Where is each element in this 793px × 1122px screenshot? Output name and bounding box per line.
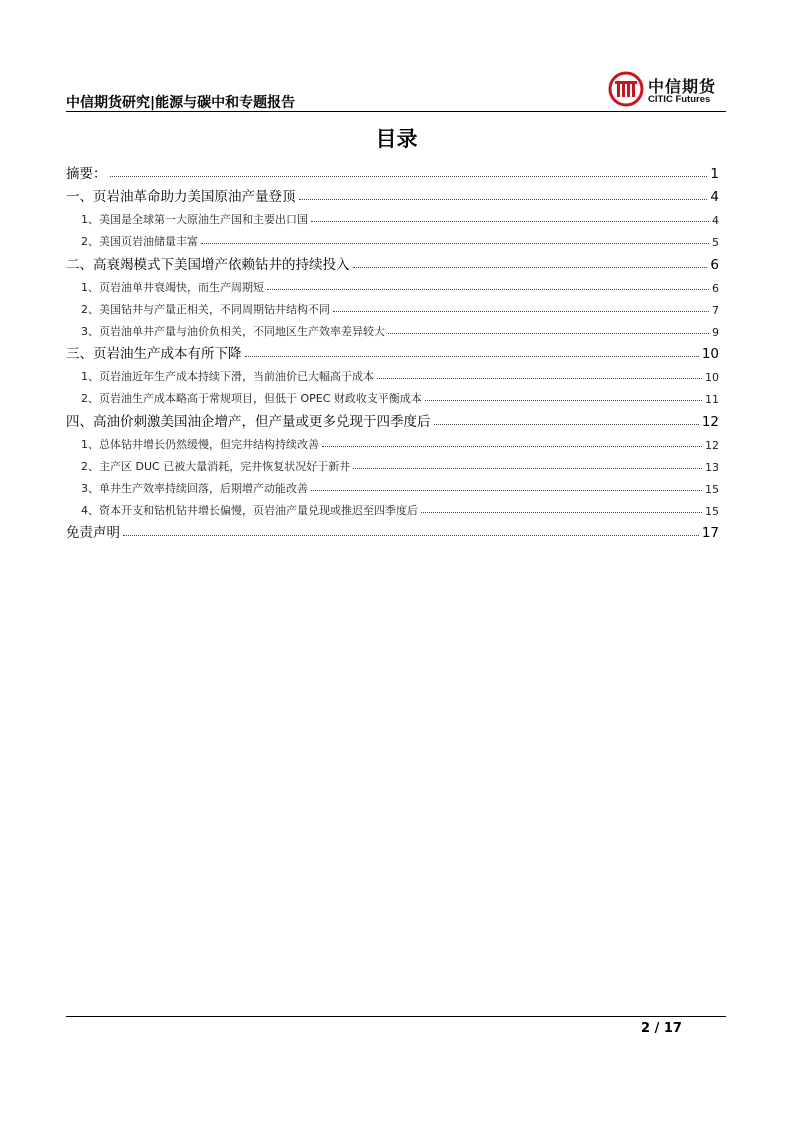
toc-entry-subsection[interactable] bbox=[66, 205, 719, 227]
toc-title: 目录 bbox=[375, 127, 418, 151]
toc-entry-text: 二、高衰竭模式下美国增产依赖钻井的持续投入 bbox=[66, 256, 350, 273]
table-of-contents bbox=[66, 158, 719, 541]
toc-leader-dots bbox=[311, 490, 702, 491]
toc-entry-page: 6 bbox=[710, 256, 719, 273]
toc-entry-subsection[interactable] bbox=[66, 430, 719, 452]
toc-entry-page: 15 bbox=[705, 504, 719, 518]
toc-leader-dots bbox=[201, 243, 709, 244]
toc-entry-text: 2、主产区 DUC 已被大量消耗，完井恢复状况好于新井 bbox=[81, 459, 351, 473]
toc-entry-page: 12 bbox=[705, 438, 719, 452]
report-header-title: 中信期货研究|能源与碳中和专题报告 bbox=[66, 95, 296, 111]
toc-leader-dots bbox=[434, 424, 699, 425]
toc-entry-text: 3、页岩油单井产量与油价负相关，不同地区生产效率差异较大 bbox=[81, 324, 385, 338]
toc-entry-section[interactable] bbox=[66, 249, 719, 273]
toc-entry-text: 一、页岩油革命助力美国原油产量登顶 bbox=[66, 189, 296, 205]
toc-leader-dots bbox=[245, 356, 699, 357]
toc-entry-text: 4、资本开支和钻机钻井增长偏慢，页岩油产量兑现或推迟至四季度后 bbox=[81, 503, 418, 517]
toc-entry-page: 12 bbox=[701, 413, 719, 430]
toc-leader-dots bbox=[425, 400, 702, 401]
toc-leader-dots bbox=[353, 267, 708, 268]
toc-entry-text: 2、美国页岩油储量丰富 bbox=[81, 235, 198, 248]
toc-entry-page: 4 bbox=[712, 214, 719, 227]
toc-entry-text: 1、美国是全球第一大原油生产国和主要出口国 bbox=[81, 213, 308, 226]
toc-entry-section[interactable] bbox=[66, 339, 719, 363]
toc-entry-section[interactable] bbox=[66, 518, 719, 542]
toc-entry-text: 1、页岩油近年生产成本持续下滑，当前油价已大幅高于成本 bbox=[81, 370, 374, 383]
citic-logo-icon bbox=[608, 71, 644, 107]
toc-entry-page: 10 bbox=[701, 346, 719, 362]
toc-leader-dots bbox=[353, 468, 702, 469]
toc-leader-dots bbox=[299, 199, 708, 200]
toc-leader-dots bbox=[388, 333, 709, 334]
toc-entry-page: 17 bbox=[701, 525, 719, 541]
toc-entry-section[interactable] bbox=[66, 406, 719, 430]
toc-entry-subsection[interactable] bbox=[66, 317, 719, 339]
toc-entry-page: 6 bbox=[712, 281, 719, 295]
header-divider bbox=[66, 111, 726, 112]
footer-divider bbox=[66, 1016, 726, 1017]
toc-entry-text: 免责声明 bbox=[66, 525, 120, 541]
toc-entry-subsection[interactable] bbox=[66, 452, 719, 474]
toc-entry-text: 1、页岩油单井衰竭快，而生产周期短 bbox=[81, 280, 264, 294]
logo-english-text: CITIC Futures bbox=[648, 94, 711, 105]
toc-entry-page: 5 bbox=[712, 236, 719, 249]
toc-entry-subsection[interactable] bbox=[66, 474, 719, 496]
toc-entry-section[interactable] bbox=[66, 182, 719, 206]
toc-leader-dots bbox=[421, 512, 702, 513]
toc-entry-page: 11 bbox=[705, 393, 719, 406]
toc-entry-subsection[interactable] bbox=[66, 295, 719, 317]
toc-entry-text: 1、总体钻井增长仍然缓慢，但完井结构持续改善 bbox=[81, 437, 319, 451]
toc-entry-subsection[interactable] bbox=[66, 496, 719, 518]
page-number: 2 / 17 bbox=[641, 1021, 682, 1036]
toc-entry-subsection[interactable] bbox=[66, 384, 719, 406]
toc-entry-text: 摘要： bbox=[66, 165, 107, 182]
toc-entry-page: 9 bbox=[712, 325, 719, 339]
toc-leader-dots bbox=[333, 311, 709, 312]
toc-entry-page: 10 bbox=[705, 371, 719, 384]
toc-entry-page: 4 bbox=[710, 189, 719, 205]
toc-entry-page: 13 bbox=[705, 460, 719, 474]
toc-entry-text: 四、高油价刺激美国油企增产，但产量或更多兑现于四季度后 bbox=[66, 413, 431, 430]
toc-entry-page: 7 bbox=[712, 303, 719, 317]
toc-entry-text: 3、单井生产效率持续回落，后期增产动能改善 bbox=[81, 481, 308, 495]
toc-entry-page: 1 bbox=[710, 165, 719, 182]
toc-entry-subsection[interactable] bbox=[66, 362, 719, 384]
toc-leader-dots bbox=[322, 446, 702, 447]
logo-chinese-text: 中信期货 bbox=[648, 77, 717, 96]
toc-leader-dots bbox=[311, 221, 709, 222]
citic-futures-logo bbox=[608, 71, 728, 109]
toc-leader-dots bbox=[110, 176, 708, 177]
toc-entry-section[interactable] bbox=[66, 158, 719, 182]
toc-entry-text: 2、美国钻井与产量正相关，不同周期钻井结构不同 bbox=[81, 302, 330, 316]
toc-entry-subsection[interactable] bbox=[66, 227, 719, 249]
toc-entry-text: 三、页岩油生产成本有所下降 bbox=[66, 346, 242, 362]
toc-leader-dots bbox=[377, 378, 702, 379]
toc-entry-page: 15 bbox=[705, 482, 719, 496]
toc-entry-subsection[interactable] bbox=[66, 273, 719, 295]
toc-leader-dots bbox=[123, 535, 699, 536]
toc-leader-dots bbox=[267, 289, 709, 290]
toc-entry-text: 2、页岩油生产成本略高于常规项目，但低于 OPEC 财政收支平衡成本 bbox=[81, 392, 422, 405]
